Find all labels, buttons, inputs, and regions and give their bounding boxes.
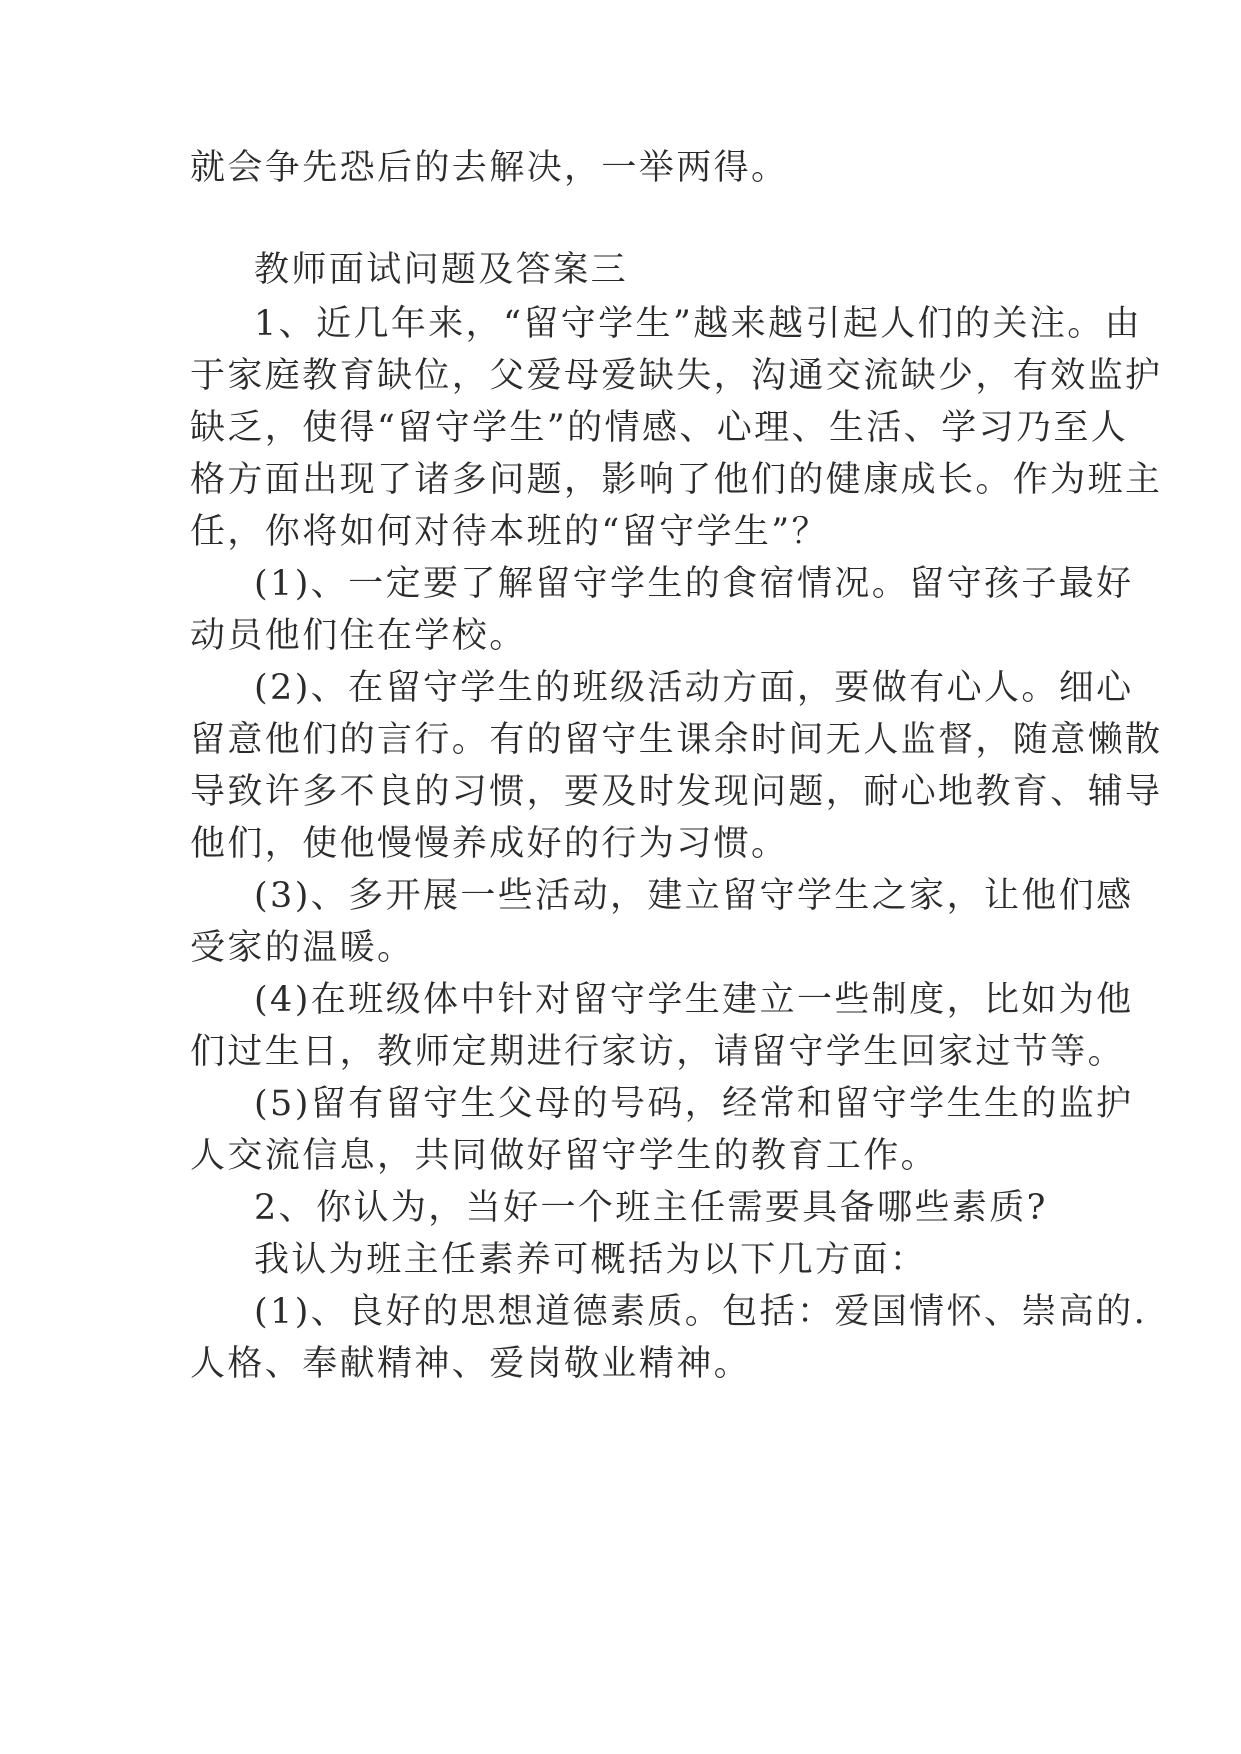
question-text: 2、你认为，当好一个班主任需要具备哪些素质? [254, 1188, 1048, 1228]
answer-text: 动员他们住在学校。 [190, 616, 527, 656]
answer-text: 他们，使他慢慢养成好的行为习惯。 [190, 824, 789, 864]
answer-text: 人交流信息，共同做好留守学生的教育工作。 [190, 1136, 939, 1176]
text-line: 就会争先恐后的去解决，一举两得。 [190, 148, 789, 188]
answer-text: 受家的温暖。 [190, 928, 415, 968]
question-text: 1、近几年来，“留守学生”越来越引起人们的关注。由 [254, 304, 1143, 344]
answer-text: (4)在班级体中针对留守学生建立一些制度，比如为他 [254, 980, 1134, 1020]
answer-text: 导致许多不良的习惯，要及时发现问题，耐心地教育、辅导 [190, 772, 1163, 812]
question-text: 于家庭教育缺位，父爱母爱缺失，沟通交流缺少，有效监护 [190, 356, 1163, 396]
answer-text: (1)、良好的思想道德素质。包括：爱国情怀、崇高的. [254, 1292, 1148, 1332]
answer-text: (3)、多开展一些活动，建立留守学生之家，让他们感 [254, 876, 1134, 916]
question-text: 缺乏，使得“留守学生”的情感、心理、生活、学习乃至人 [190, 408, 1129, 448]
answer-text: (2)、在留守学生的班级活动方面，要做有心人。细心 [254, 668, 1134, 708]
answer-text: 们过生日，教师定期进行家访，请留守学生回家过节等。 [190, 1032, 1126, 1072]
question-text: 任，你将如何对待本班的“留守学生”？ [190, 512, 829, 552]
question-text: 格方面出现了诸多问题，影响了他们的健康成长。作为班主 [190, 460, 1163, 500]
answer-text: 我认为班主任素养可概括为以下几方面： [254, 1240, 928, 1280]
section-heading: 教师面试问题及答案三 [254, 250, 629, 290]
answer-text: (1)、一定要了解留守学生的食宿情况。留守孩子最好 [254, 564, 1134, 604]
answer-text: 留意他们的言行。有的留守生课余时间无人监督，随意懒散 [190, 720, 1163, 760]
answer-text: (5)留有留守生父母的号码，经常和留守学生生的监护 [254, 1084, 1134, 1124]
answer-text: 人格、奉献精神、爱岗敬业精神。 [190, 1344, 752, 1384]
